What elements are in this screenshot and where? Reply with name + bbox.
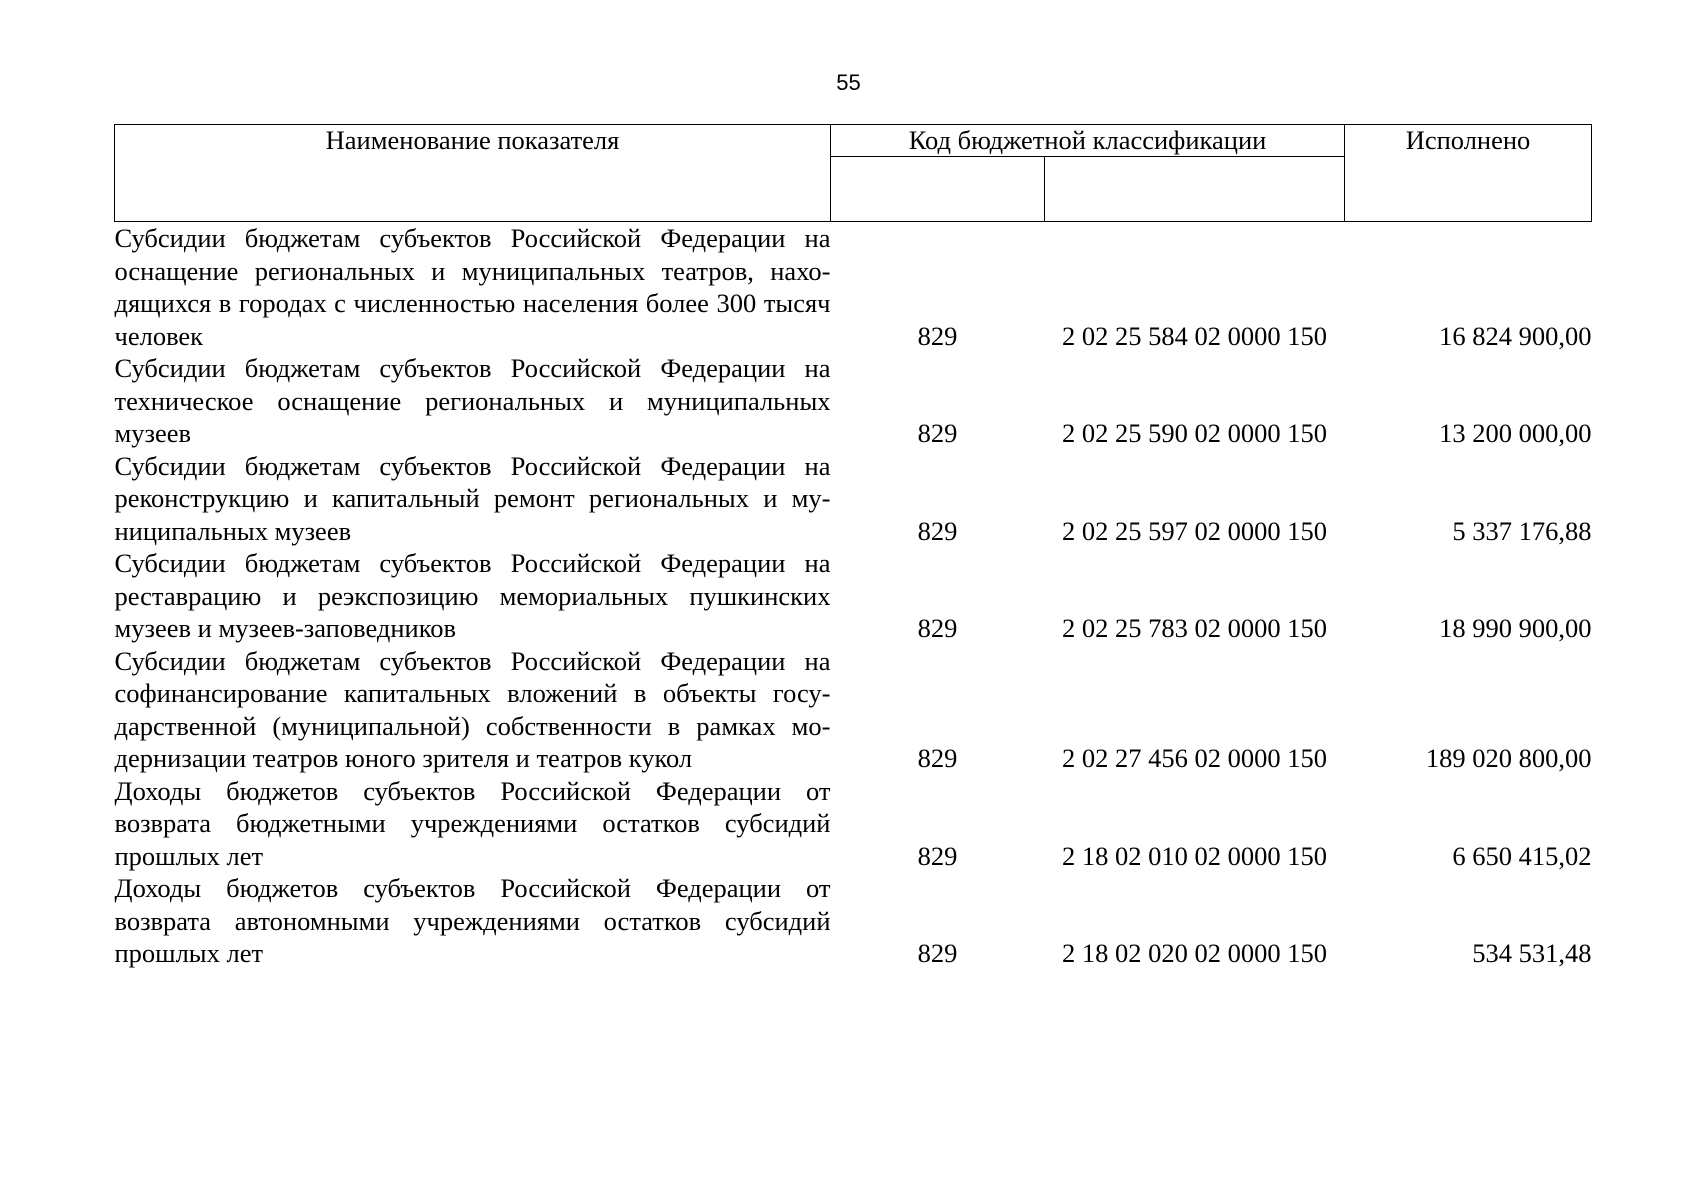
admin-code-cell: 829 <box>917 840 958 871</box>
table-row <box>115 352 1592 450</box>
income-code-cell: 2 02 25 597 02 0000 150 <box>1062 515 1327 546</box>
indicator-name-cell: Доходы бюджетов субъектов Российской Федерации от возврата автономными учреждениями остатков субсидий прошлых лет <box>114 873 831 968</box>
budget-table-container <box>114 124 1591 970</box>
admin-code-cell: 829 <box>917 743 958 773</box>
table-body <box>115 222 1592 970</box>
indicator-name-cell: Субсидии бюджетам субъектов Российской Федерации на софинансирование капитальных вложений в объекты государственной (муниципальной) собственности в рамках модернизации театров юного зрителя и театров кукол <box>114 645 831 773</box>
table-row <box>115 222 1592 353</box>
header-income-code-cell <box>1045 157 1345 222</box>
budget-table <box>114 124 1592 970</box>
table-row <box>115 645 1592 775</box>
executed-amount-cell: 534 531,48 <box>1472 938 1592 968</box>
executed-amount-cell: 189 020 800,00 <box>1425 743 1592 773</box>
indicator-name-cell: Субсидии бюджетам субъектов Российской Федерации на реконструкцию и капитальный ремонт региональных и муниципальных музеев <box>114 450 831 546</box>
income-code-cell: 2 02 25 783 02 0000 150 <box>1062 613 1327 643</box>
admin-code-cell: 829 <box>917 515 958 546</box>
income-code-cell: 2 18 02 010 02 0000 150 <box>1062 840 1327 871</box>
header-indicator-name: Наименование показателя <box>115 125 831 222</box>
indicator-name-cell: Субсидии бюджетам субъектов Российской Федерации на реставрацию и реэкспозицию мемориальных пушкинских музеев и музеев-заповедников <box>114 548 831 643</box>
header-executed: Исполнено <box>1345 125 1592 222</box>
income-code-cell: 2 02 25 584 02 0000 150 <box>1062 320 1327 351</box>
income-code-cell: 2 02 27 456 02 0000 150 <box>1062 743 1327 773</box>
indicator-name-cell: Субсидии бюджетам субъектов Российской Федерации на техническое оснащение региональных и муниципальных музеев <box>114 353 831 448</box>
income-code-cell: 2 18 02 020 02 0000 150 <box>1062 938 1327 968</box>
table-row <box>115 450 1592 548</box>
header-budget-classification-code: Код бюджетной классификации <box>831 125 1345 157</box>
page-number: 55 <box>836 70 861 95</box>
income-code-cell: 2 02 25 590 02 0000 150 <box>1062 418 1327 448</box>
admin-code-cell: 829 <box>917 320 958 351</box>
table-header <box>115 125 1592 222</box>
indicator-name-cell: Субсидии бюджетам субъектов Российской Федерации на оснащение региональных и муниципальных театров, находящихся в городах с численностью населения более 300 тысяч человек <box>114 223 831 351</box>
executed-amount-cell: 6 650 415,02 <box>1452 840 1592 871</box>
header-admin-code-cell <box>831 157 1045 222</box>
executed-amount-cell: 18 990 900,00 <box>1439 613 1592 643</box>
table-row <box>115 547 1592 645</box>
admin-code-cell: 829 <box>917 613 958 643</box>
admin-code-cell: 829 <box>917 418 958 448</box>
indicator-name-cell: Доходы бюджетов субъектов Российской Федерации от возврата бюджетными учреждениями остатков субсидий прошлых лет <box>114 775 831 871</box>
table-row <box>115 872 1592 970</box>
executed-amount-cell: 5 337 176,88 <box>1452 515 1592 546</box>
executed-amount-cell: 13 200 000,00 <box>1439 418 1592 448</box>
table-row <box>115 775 1592 873</box>
admin-code-cell: 829 <box>917 938 958 968</box>
executed-amount-cell: 16 824 900,00 <box>1439 320 1592 351</box>
